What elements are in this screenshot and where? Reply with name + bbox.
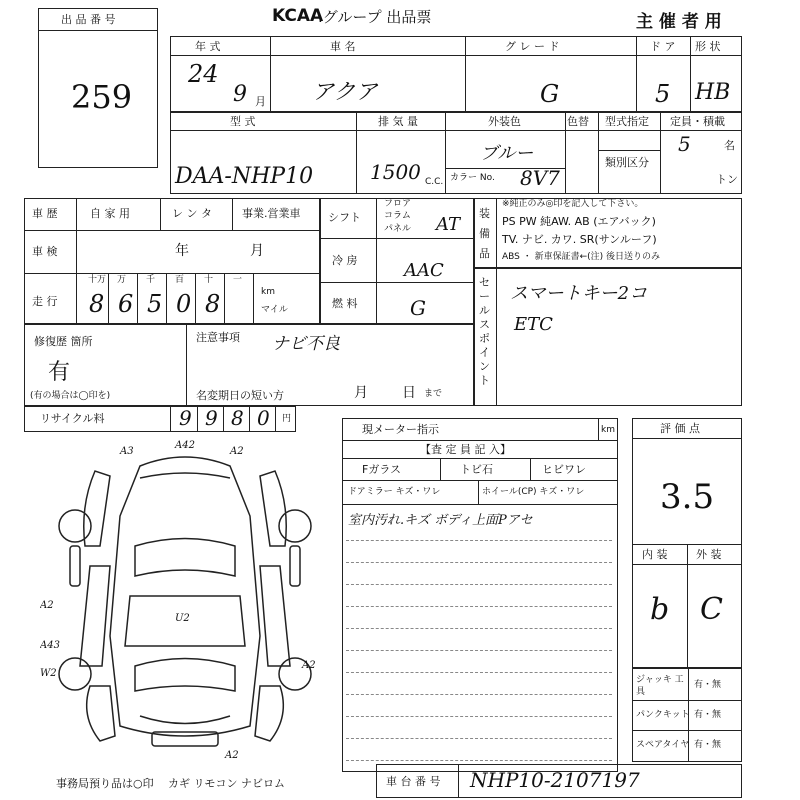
caution-value: ナビ不良 [272,334,340,354]
tobi-label: トビ石 [460,463,493,476]
displacement-label: 排 気 量 [378,115,418,128]
recycle-digit: 9 [179,406,192,430]
equipment-note: ※純正のみ◎印を記入して下さい。 [502,199,644,209]
year-label: 年 式 [195,40,221,53]
chassis-label: 車 台 番 号 [386,775,441,788]
expiry-month: 月 [354,385,368,401]
recycle-digit: 9 [205,406,218,430]
color-change-label: 色替 [567,115,589,128]
mark-a3: A3 [120,446,134,457]
doors-value: 5 [655,80,671,108]
inspector-note: 室内汚れ.キズ ボディ上面Pアセ [348,513,533,528]
mileage-digit-label: 万 [117,275,127,285]
score-value: 3.5 [660,477,715,517]
history-label: 車 歴 [32,207,58,220]
cc-unit: C.C. [425,177,444,187]
lot-number-value: 259 [71,78,133,116]
lot-number-box [38,8,158,168]
capacity-unit: 名 [724,139,735,152]
km-unit: km [261,287,275,297]
inspection-label: 車 検 [32,245,58,258]
repair-label: 修復歴 箇所 [34,335,93,348]
brand-logo: KCAA [272,6,324,26]
mark-a42: A42 [175,440,195,451]
color-no-value: 8V7 [520,166,560,190]
jack-label: ジャッキ 工 具 [636,675,684,697]
equipment-line1: PS PW 純AW. AB (エアバック) [502,215,656,228]
repair-value: 有 [48,360,71,385]
chassis-value: NHP10-2107197 [470,768,640,792]
mileage-digit-label: 千 [146,275,156,285]
name-label: 車 名 [330,40,356,53]
designation-label: 型式指定 [605,115,649,128]
form-title: .グループ 出品票 [318,8,432,26]
color-label: 外装色 [488,115,521,128]
doors-label: ド ア [650,40,676,53]
grade-label: グ レ ー ド [505,40,560,53]
history-business: 事業.営業車 [242,207,301,220]
puncture-label: パンクキット [636,710,690,720]
note-line [346,694,612,695]
mileage-digit-label: 十万 [88,275,107,285]
car-name-value: アクア [312,80,378,105]
inspection-month-unit: 月 [250,243,264,259]
mark-a2-rear: A2 [230,446,244,457]
month-unit: 月 [255,95,266,108]
ac-value: AAC [404,260,444,281]
note-line [346,672,612,673]
note-line [346,540,612,541]
grade-value: G [540,80,560,108]
history-private: 自 家 用 [90,207,130,220]
equipment-line2: TV. ナビ. カワ. SR(サンルーフ) [502,233,657,246]
note-line [346,716,612,717]
mileage-digit-label: 十 [204,275,214,285]
caution-label: 注意事項 [196,331,240,344]
puncture-yn: 有・無 [694,710,722,720]
color-value: ブルー [480,143,534,164]
recycle-yen: 円 [282,414,292,424]
mirror-label: ドアミラー キズ・ワレ [348,487,441,497]
office-items: カギ リモコン ナビロム [168,777,285,790]
shift-floor: フロア [384,199,412,209]
hibi-label: ヒビワレ [542,463,586,476]
shape-label: 形 状 [695,40,721,53]
score-label: 評 価 点 [660,422,700,435]
mark-a2-left: A2 [40,600,54,611]
note-line [346,650,612,651]
mileage-label: 走 行 [32,295,58,308]
organizer-label: 主 催 者 用 [636,12,722,32]
mile-unit: マイル [261,305,288,315]
inspection-year-unit: 年 [175,243,189,259]
mileage-digit: 0 [176,290,192,318]
jack-yn: 有・無 [694,680,722,690]
recycle-digit: 8 [231,406,244,430]
sales-label: セールスポイント [479,276,490,387]
fuel-value: G [410,296,426,320]
car-damage-diagram [40,436,330,766]
mark-a43: A43 [40,640,60,651]
glass-label: Fガラス [362,463,401,476]
mark-a2-right: A2 [302,660,316,671]
expiry-label: 名変期日の短い方 [196,389,284,402]
shape-value: HB [695,80,731,105]
shift-panel: パネル [384,224,412,234]
exterior-label: 外 装 [696,548,722,561]
entry-label: 【査 定 員 記 入】 [420,443,511,456]
wheel-label: ホイール(CP) キズ・ワレ [482,487,585,497]
interior-label: 内 装 [642,548,668,561]
shift-value: AT [436,214,461,235]
history-rental: レ ン タ [172,207,212,220]
equipment-label: 装 備 品 [479,207,490,260]
shift-label: シフト [328,211,361,224]
mileage-digit: 8 [205,290,221,318]
note-line [346,562,612,563]
equipment-line3: ABS ・ 新車保証書←(注) 後日送りのみ [502,252,661,262]
note-line [346,760,612,761]
recycle-digit: 0 [257,406,270,430]
spare-label: スペアタイヤ [636,740,690,750]
model-value: DAA-NHP10 [175,164,314,189]
mileage-digit: 5 [147,290,163,318]
spare-yn: 有・無 [694,740,722,750]
sales-line2: ETC [514,314,553,335]
shift-column: コラム [384,211,411,221]
note-line [346,606,612,607]
note-line [346,738,612,739]
interior-value: b [650,592,670,627]
mileage-digit-label: 百 [175,275,185,285]
expiry-day: 日 [402,385,416,401]
meter-km: km [601,425,615,435]
mileage-digit: 8 [89,290,105,318]
expiry-made: まで [424,389,443,399]
mark-u2: U2 [175,613,190,624]
capacity-value: 5 [678,132,691,156]
month-value: 9 [233,82,247,107]
recycle-label: リサイクル料 [40,412,105,425]
note-line [346,584,612,585]
meter-label: 現メーター指示 [362,423,439,436]
lot-number-label: 出 品 番 号 [61,13,116,26]
ton-unit: トン [716,173,738,186]
capacity-label: 定員・積載 [670,115,725,128]
mark-w2: W2 [40,668,57,679]
color-no-label: カラー No. [450,173,495,183]
sales-line1: スマートキー2コ [510,283,648,304]
year-value: 24 [188,60,219,88]
ac-label: 冷 房 [332,254,358,267]
repair-note: (有の場合は◯印を) [30,391,111,401]
fuel-label: 燃 料 [332,297,358,310]
mileage-digit: 6 [118,290,134,318]
mark-a2-front: A2 [225,750,239,761]
displacement-value: 1500 [370,160,421,184]
model-label: 型 式 [230,115,256,128]
office-label: 事務局預り品は○印 [56,777,154,790]
exterior-value: C [700,592,723,627]
note-line [346,628,612,629]
mileage-digit-label: 一 [233,275,243,285]
class-label: 類別区分 [605,156,649,169]
